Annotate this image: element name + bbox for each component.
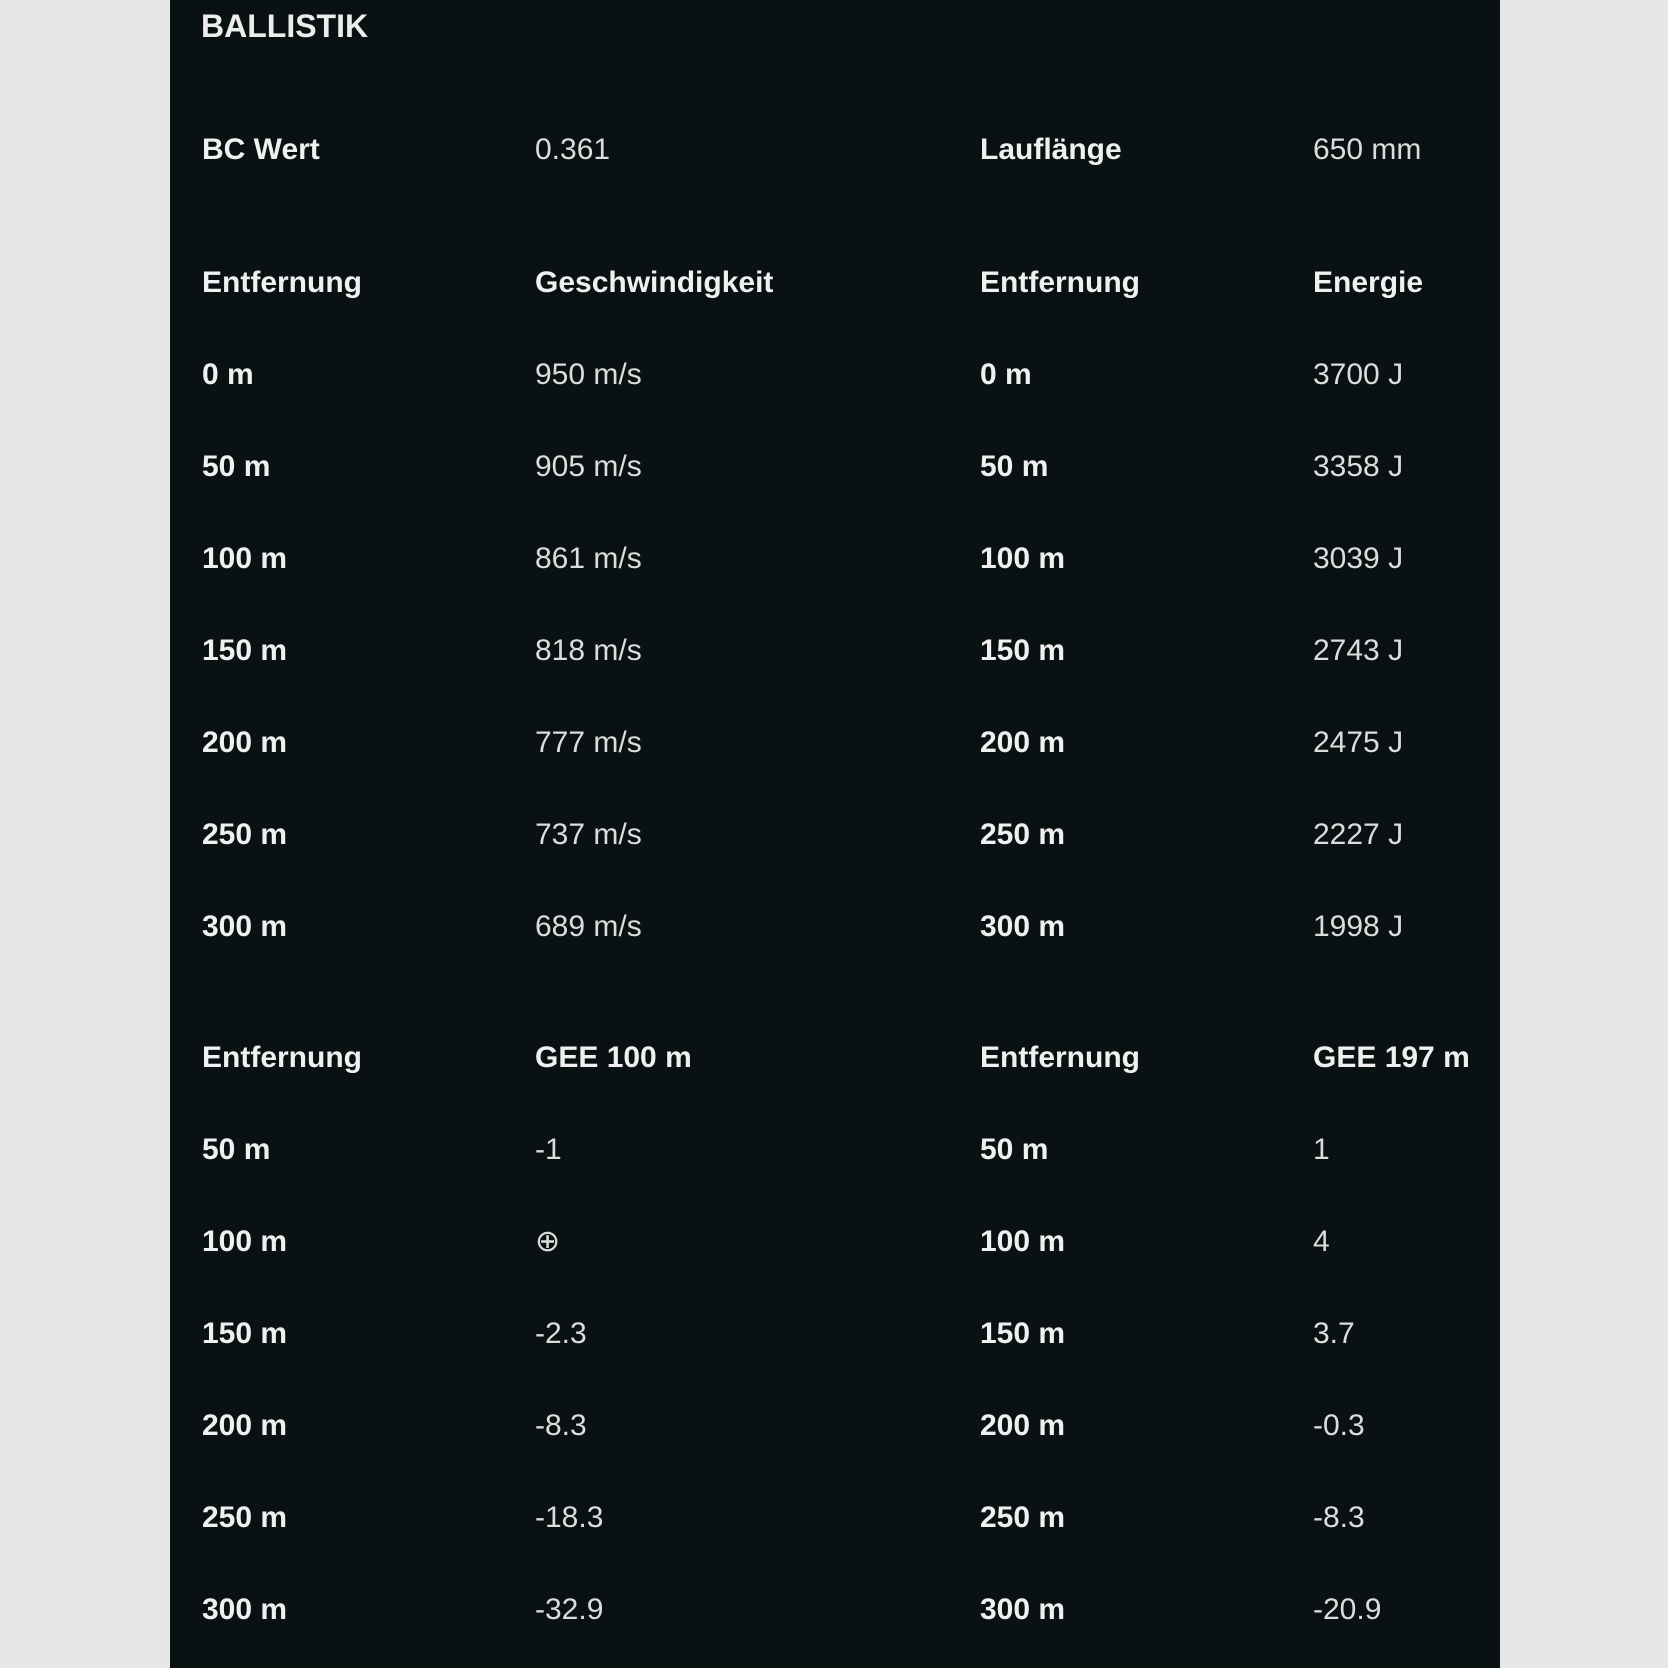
column-header: Energie [1313, 266, 1424, 299]
distance-cell: 0 m [980, 358, 1032, 391]
section-title: BALLISTIK [201, 8, 369, 44]
column-header: Entfernung [202, 266, 362, 299]
distance-cell: 100 m [980, 542, 1066, 575]
distance-cell: 50 m [202, 450, 271, 483]
distance-cell: 150 m [980, 634, 1066, 667]
distance-cell: 100 m [202, 1225, 288, 1258]
distance-cell: 200 m [980, 1409, 1066, 1442]
table-row [170, 805, 1500, 865]
table-header-row [170, 253, 1500, 313]
barrel-length-label: Lauflänge [980, 133, 1122, 166]
value-cell: 905 m/s [535, 450, 642, 483]
distance-cell: 0 m [202, 358, 254, 391]
distance-cell: 200 m [202, 726, 288, 759]
value-cell: -1 [535, 1133, 562, 1166]
value-cell: 861 m/s [535, 542, 642, 575]
value-cell: 777 m/s [535, 726, 642, 759]
bc-value: 0.361 [535, 133, 611, 166]
distance-cell: 300 m [980, 1593, 1066, 1626]
value-cell: -2.3 [535, 1317, 587, 1350]
column-header: Geschwindigkeit [535, 266, 774, 299]
distance-cell: 200 m [202, 1409, 288, 1442]
meta-row [170, 120, 1500, 180]
column-header: Entfernung [980, 266, 1140, 299]
value-cell: 2743 J [1313, 634, 1404, 667]
ballistics-panel [170, 0, 1500, 1668]
value-cell: 1 [1313, 1133, 1330, 1166]
bc-label: BC Wert [202, 133, 320, 166]
distance-cell: 50 m [202, 1133, 271, 1166]
value-cell: -8.3 [1313, 1501, 1365, 1534]
value-cell: ⊕ [535, 1225, 561, 1258]
value-cell: 950 m/s [535, 358, 642, 391]
distance-cell: 150 m [980, 1317, 1066, 1350]
value-cell: 2475 J [1313, 726, 1404, 759]
distance-cell: 250 m [202, 1501, 288, 1534]
table-row [170, 1120, 1500, 1180]
value-cell: 4 [1313, 1225, 1330, 1258]
column-header: Entfernung [202, 1041, 362, 1074]
barrel-length-value: 650 mm [1313, 133, 1422, 166]
table-row [170, 1488, 1500, 1548]
column-header: GEE 197 m [1313, 1041, 1470, 1074]
value-cell: 3700 J [1313, 358, 1404, 391]
value-cell: -18.3 [535, 1501, 604, 1534]
column-header: GEE 100 m [535, 1041, 692, 1074]
table-row [170, 1396, 1500, 1456]
table-row [170, 437, 1500, 497]
table-row [170, 1580, 1500, 1640]
distance-cell: 250 m [202, 818, 288, 851]
table-row [170, 713, 1500, 773]
distance-cell: 100 m [980, 1225, 1066, 1258]
distance-cell: 150 m [202, 634, 288, 667]
distance-cell: 300 m [980, 910, 1066, 943]
distance-cell: 50 m [980, 450, 1049, 483]
table-row [170, 529, 1500, 589]
column-header: Entfernung [980, 1041, 1140, 1074]
distance-cell: 250 m [980, 1501, 1066, 1534]
value-cell: 1998 J [1313, 910, 1404, 943]
value-cell: 818 m/s [535, 634, 642, 667]
value-cell: 3358 J [1313, 450, 1404, 483]
value-cell: -32.9 [535, 1593, 604, 1626]
table-header-row [170, 1028, 1500, 1088]
value-cell: -8.3 [535, 1409, 587, 1442]
table-row [170, 621, 1500, 681]
distance-cell: 300 m [202, 910, 288, 943]
value-cell: 3039 J [1313, 542, 1404, 575]
distance-cell: 50 m [980, 1133, 1049, 1166]
table-row [170, 345, 1500, 405]
value-cell: 3.7 [1313, 1317, 1355, 1350]
distance-cell: 250 m [980, 818, 1066, 851]
value-cell: 689 m/s [535, 910, 642, 943]
value-cell: 2227 J [1313, 818, 1404, 851]
value-cell: -20.9 [1313, 1593, 1382, 1626]
value-cell: -0.3 [1313, 1409, 1365, 1442]
table-row [170, 1304, 1500, 1364]
distance-cell: 300 m [202, 1593, 288, 1626]
distance-cell: 100 m [202, 542, 288, 575]
distance-cell: 200 m [980, 726, 1066, 759]
distance-cell: 150 m [202, 1317, 288, 1350]
table-row [170, 897, 1500, 957]
table-row [170, 1212, 1500, 1272]
value-cell: 737 m/s [535, 818, 642, 851]
